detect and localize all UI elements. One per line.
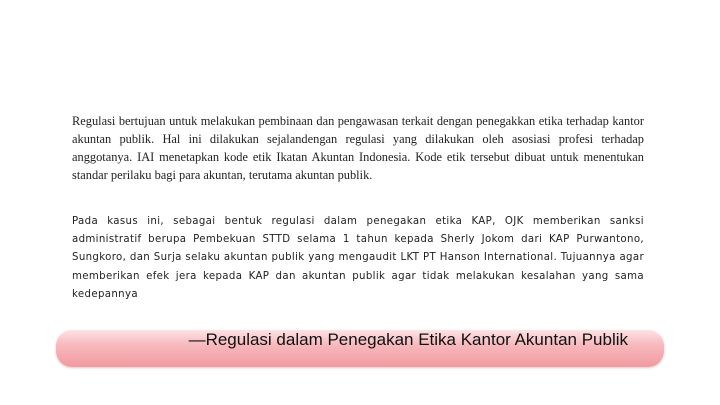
paragraph-regulation-purpose: Regulasi bertujuan untuk melakukan pembinaan dan pengawasan terkait dengan penegakkan etika terhadap kantor akuntan publik. Hal ini dilakukan sejalandengan regulasi yang dilakukan oleh asosiasi profesi terhadap anggotanya. IAI menetapkan kode etik Ikatan Akuntan Indonesia. Kode etik tersebut dibuat untuk menentukan standar perilaku bagi para akuntan, terutama akuntan publik. (72, 114, 644, 182)
paragraph-case-sanction: Pada kasus ini, sebagai bentuk regulasi dalam penegakan etika KAP, OJK memberikan sanksi administratif berupa Pembekuan STTD selama 1 tahun kepada Sherly Jokom dari KAP Purwantono, Sungkoro, dan Surja selaku akuntan publik yang mengaudit LKT PT Hanson International. Tujuannya agar memberikan efek jera kepada KAP dan akuntan publik agar tidak melakukan kesalahan yang sama kedepannya (72, 216, 644, 300)
slide-title: —Regulasi dalam Penegakan Etika Kantor Akuntan Publik (188, 330, 628, 349)
